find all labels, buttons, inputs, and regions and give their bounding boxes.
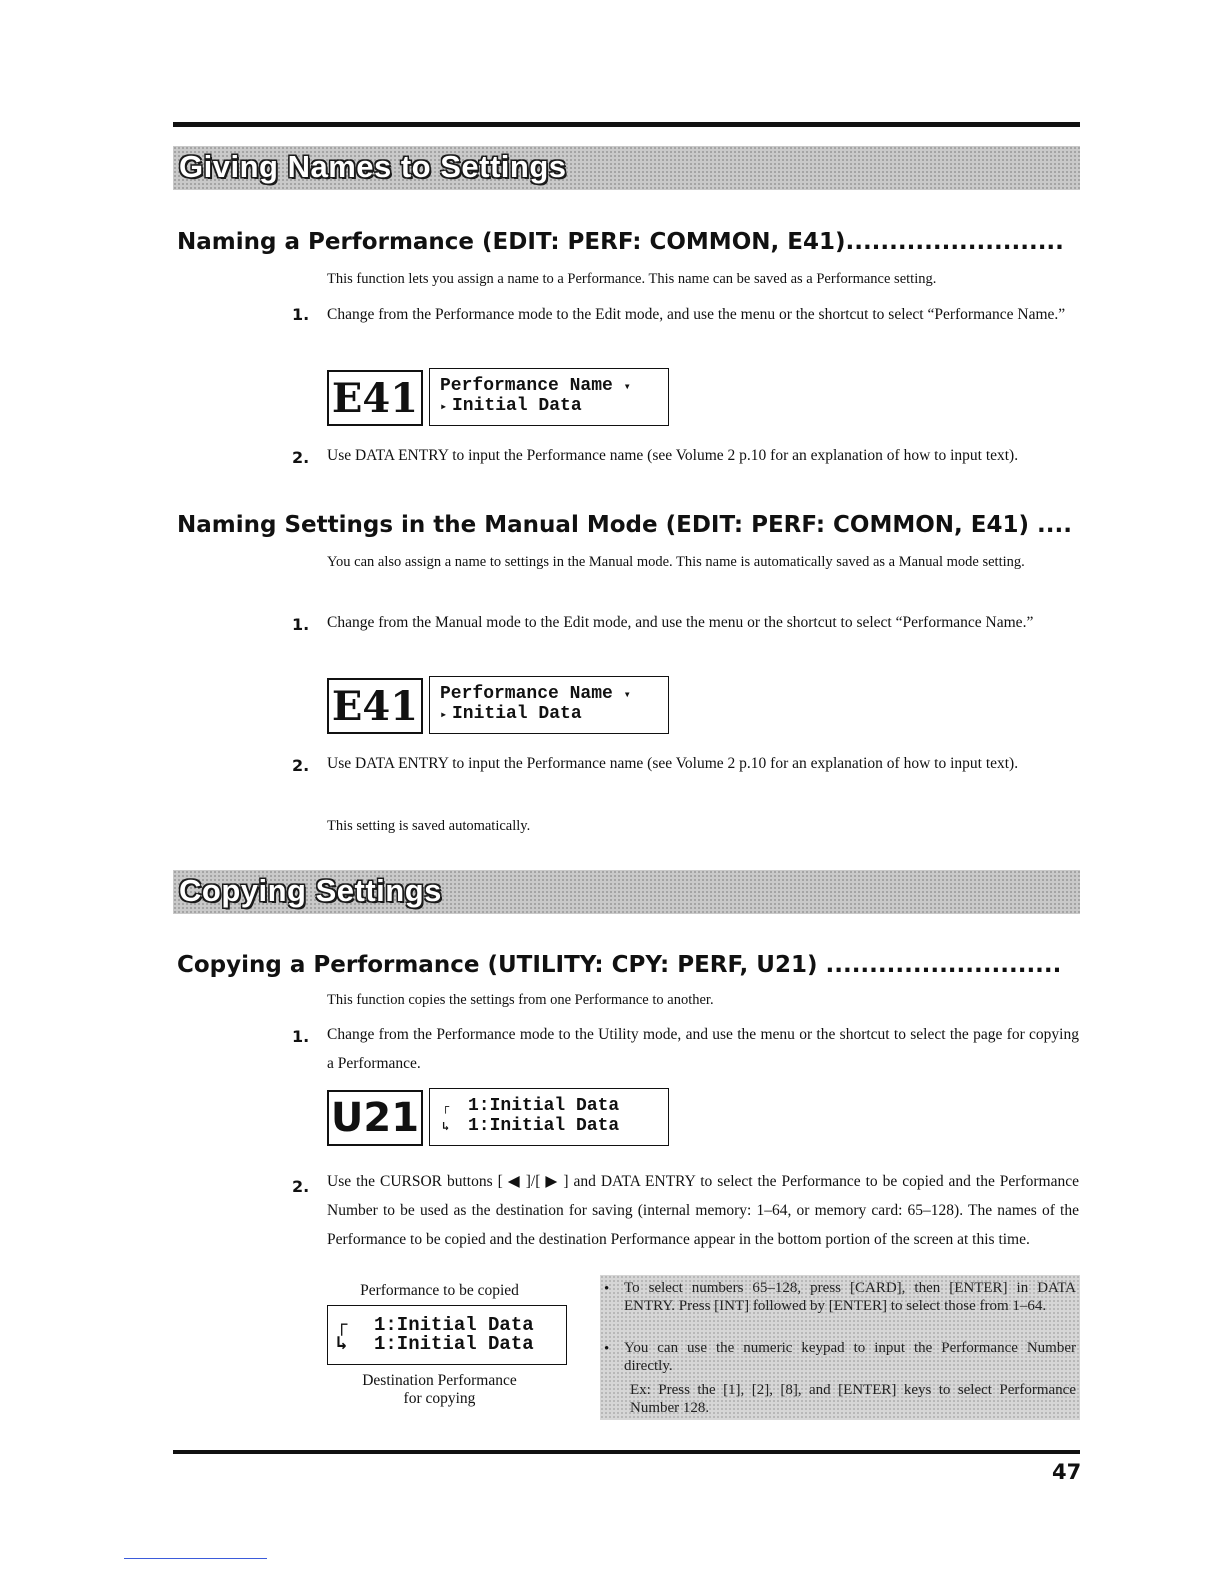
- section-banner-copying: [173, 870, 1080, 914]
- bracket-top-icon: ┌: [442, 1100, 450, 1114]
- step1-naming-performance: Change from the Performance mode to the Edit mode, and use the menu or the shortcut to select “Performance Name.”: [327, 306, 1066, 323]
- down-arrow-icon: ▾: [623, 380, 631, 394]
- diagram-line-1: 1:Initial Data: [374, 1314, 534, 1336]
- step2-naming-manual: Use DATA ENTRY to input the Performance name (see Volume 2 p.10 for an explanation of how to input text).: [327, 755, 1019, 772]
- intro-naming-manual: You can also assign a name to settings in the Manual mode. This name is automatically saved as a Manual mode setting.: [327, 554, 1025, 570]
- step2-copying-performance: Use the CURSOR buttons [ ◀ ]/[ ▶ ] and DATA ENTRY to select the Performance to be copied and the Performance Number to be used as the destination for saving (internal memory: 1–64, or memory card: 65–128). The names of the Performance to be copied and the destination Performance appear in the bottom portion of the screen at this time.: [327, 1173, 1079, 1248]
- cursor-arrow-icon: ▸: [440, 708, 448, 722]
- step-number: 2.: [292, 1177, 310, 1196]
- page-number: 47: [1052, 1460, 1082, 1484]
- down-arrow-icon: ▾: [623, 688, 631, 702]
- heading-copying-performance: Copying a Performance (UTILITY: CPY: PERF, U21) ...........................: [177, 952, 1062, 978]
- step2-naming-performance: Use DATA ENTRY to input the Performance name (see Volume 2 p.10 for an explanation of how to input text).: [327, 447, 1019, 464]
- lcd-page-code: E41: [327, 370, 423, 426]
- lcd-line-1: Performance Name: [440, 684, 613, 704]
- diagram-lcd: [327, 1305, 567, 1365]
- lcd-line-1: 1:Initial Data: [468, 1096, 620, 1116]
- step1-naming-manual: Change from the Manual mode to the Edit mode, and use the menu or the shortcut to select “Performance Name.”: [327, 614, 1034, 631]
- note-example: Ex: Press the [1], [2], [8], and [ENTER] keys to select Performance Number 128.: [630, 1382, 1076, 1416]
- return-arrow-icon: ↳: [442, 1120, 450, 1134]
- lcd-display: [429, 1088, 669, 1146]
- footer-line: [124, 1558, 267, 1559]
- step-number: 2.: [292, 756, 310, 775]
- lcd-line-2: Initial Data: [452, 704, 582, 724]
- diagram-label-destination: [327, 1372, 552, 1408]
- step-number: 1.: [292, 305, 310, 324]
- lcd-display: [429, 676, 669, 734]
- diagram-label-source: Performance to be copied: [360, 1282, 519, 1299]
- note-card-range: To select numbers 65–128, press [CARD], then [ENTER] in DATA ENTRY. Press [INT] followed by [ENTER] to select those from 1–64.: [624, 1280, 1076, 1314]
- lcd-page-code: E41: [327, 678, 423, 734]
- intro-naming-performance: This function lets you assign a name to a Performance. This name can be saved as a Performance setting.: [327, 271, 937, 287]
- lcd-line-2: Initial Data: [452, 396, 582, 416]
- lcd-page-code: U21: [327, 1090, 423, 1146]
- lcd-line-2: 1:Initial Data: [468, 1116, 620, 1136]
- section-banner-title: Giving Names to Settings: [179, 149, 567, 184]
- bracket-top-icon: ┌: [336, 1314, 348, 1336]
- bullet-icon: •: [604, 1341, 610, 1357]
- step-number: 2.: [292, 448, 310, 467]
- section-banner-title: Copying Settings: [179, 873, 442, 908]
- intro-copying-performance: This function copies the settings from one Performance to another.: [327, 992, 714, 1008]
- bullet-icon: •: [604, 1281, 610, 1297]
- note-saved-automatically: This setting is saved automatically.: [327, 818, 531, 834]
- diagram-label-destination-line-1: Destination Performance: [362, 1372, 517, 1389]
- step1-copying-performance: Change from the Performance mode to the Utility mode, and use the menu or the shortcut to select the page for copying a Performance.: [327, 1026, 1079, 1072]
- step-number: 1.: [292, 615, 310, 634]
- diagram-label-destination-line-2: for copying: [403, 1390, 476, 1407]
- bottom-rule: [173, 1450, 1080, 1454]
- step-number: 1.: [292, 1027, 310, 1046]
- diagram-line-2: 1:Initial Data: [374, 1333, 534, 1355]
- cursor-arrow-icon: ▸: [440, 400, 448, 414]
- top-rule: [173, 122, 1080, 127]
- heading-naming-performance: Naming a Performance (EDIT: PERF: COMMON, E41).........................: [177, 229, 1064, 255]
- lcd-display: [429, 368, 669, 426]
- notes-box: [600, 1275, 1080, 1420]
- section-banner-giving-names: [173, 146, 1080, 190]
- heading-naming-manual: Naming Settings in the Manual Mode (EDIT: PERF: COMMON, E41) ....: [177, 512, 1072, 538]
- note-numeric-keypad: You can use the numeric keypad to input the Performance Number directly.: [624, 1340, 1076, 1374]
- return-arrow-icon: ↳: [336, 1333, 348, 1355]
- lcd-line-1: Performance Name: [440, 376, 613, 396]
